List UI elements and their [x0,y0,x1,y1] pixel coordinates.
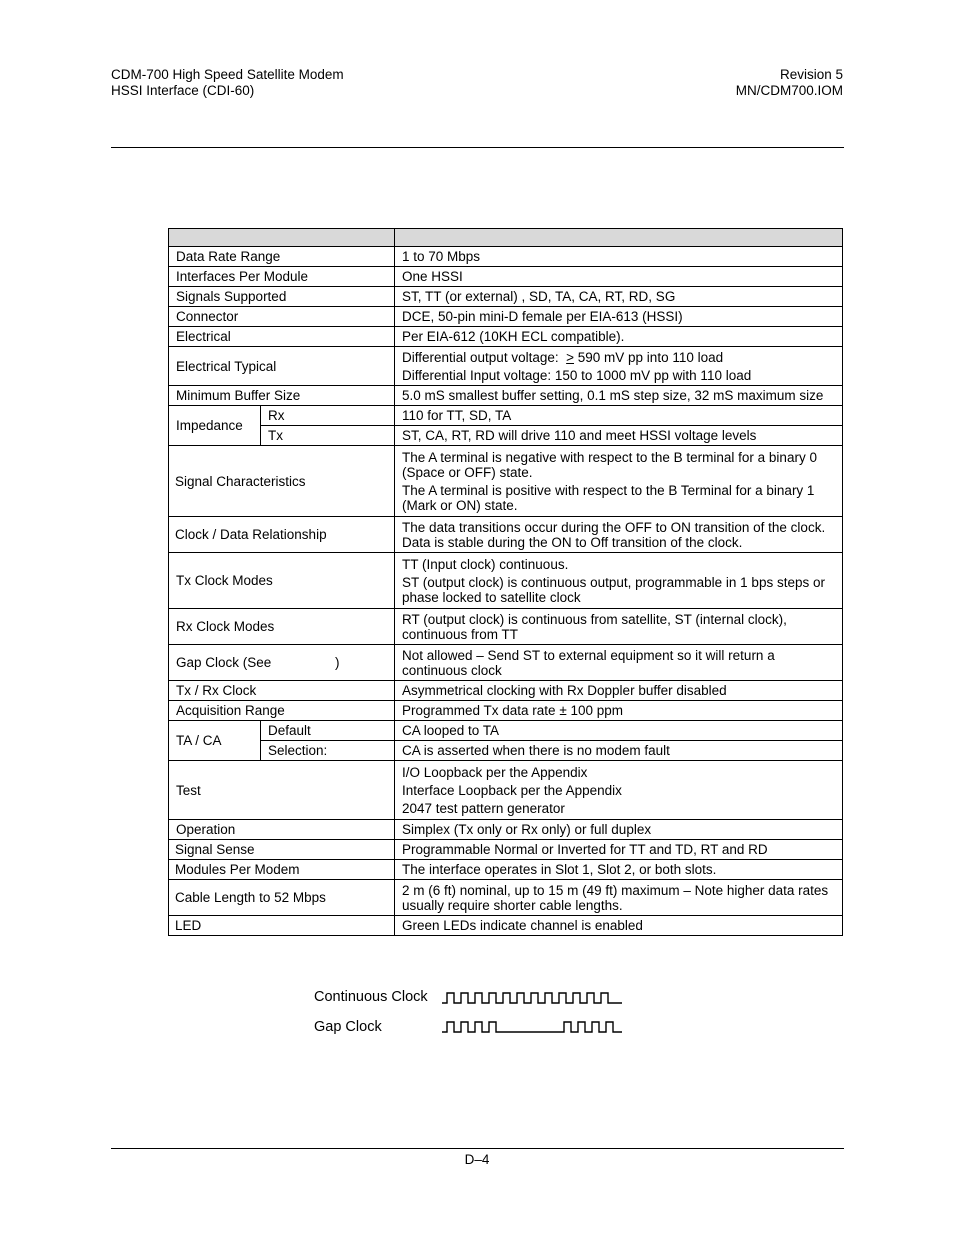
value-paragraph: The A terminal is positive with respect to the B Terminal for a binary 1 (Mark or ON) state. [402,482,815,513]
value-paragraph: TT (Input clock) continuous. [402,556,569,572]
row-value: 1 to 70 Mbps [395,247,843,267]
document-title: CDM-700 High Speed Satellite Modem [111,67,344,82]
row-value: 2 m (6 ft) nominal, up to 15 m (49 ft) maximum – Note higher data rates usually require shorter cable lengths. [395,880,843,916]
row-label: Signals Supported [169,287,395,307]
table-row [169,820,843,840]
greater-equal-symbol: > [566,349,575,365]
value-line: 2047 test pattern generator [402,800,565,816]
table-row [169,347,843,386]
table-row [169,721,843,741]
row-label: Signal Characteristics [169,446,395,517]
row-sublabel: Selection: [261,741,395,761]
gap-clock-label: Gap Clock [314,1019,382,1035]
row-label: Electrical Typical [169,347,395,386]
table-row [169,609,843,645]
table-row [169,553,843,609]
row-value: 110 for TT, SD, TA [395,406,843,426]
row-sublabel: Default [261,721,395,741]
continuous-clock-label: Continuous Clock [314,989,428,1005]
row-sublabel: Tx [261,426,395,446]
value-paragraph: The A terminal is negative with respect to the B terminal for a binary 0 (Space or OFF) state. [402,449,817,480]
table-row [169,860,843,880]
gap-clock-waveform [442,1019,624,1035]
table-row [169,446,843,517]
output-voltage-suffix: 590 mV pp into 110 load [574,349,724,365]
row-label: Test [169,761,395,820]
row-label: Electrical [169,327,395,347]
value-line: I/O Loopback per the Appendix [402,764,588,780]
row-value: CA looped to TA [395,721,843,741]
row-value [395,446,843,517]
table-row [169,426,843,446]
table-row [169,761,843,820]
page-number: D–4 [464,1152,490,1167]
table-row [169,880,843,916]
row-label: Connector [169,307,395,327]
row-label: Minimum Buffer Size [169,386,395,406]
row-label: Gap Clock (See ) [169,645,395,681]
row-value: Per EIA-612 (10KH ECL compatible). [395,327,843,347]
table-row [169,681,843,701]
row-value: Simplex (Tx only or Rx only) or full duplex [395,820,843,840]
row-label: Signal Sense [169,840,395,860]
row-value: RT (output clock) is continuous from satellite, ST (internal clock), continuous from TT [395,609,843,645]
continuous-clock-waveform [442,990,624,1006]
row-label: Tx Clock Modes [169,553,395,609]
value-line: Interface Loopback per the Appendix [402,782,622,798]
row-value: DCE, 50-pin mini-D female per EIA-613 (HSSI) [395,307,843,327]
row-label: Tx / Rx Clock [169,681,395,701]
row-label: Rx Clock Modes [169,609,395,645]
table-header-cell [395,229,843,247]
table-row [169,840,843,860]
row-sublabel: Rx [261,406,395,426]
specification-table [168,228,843,936]
document-number: MN/CDM700.IOM [735,83,843,98]
row-value: Asymmetrical clocking with Rx Doppler buffer disabled [395,681,843,701]
header-left [111,67,344,99]
row-label: TA / CA [169,721,261,761]
row-label: Operation [169,820,395,840]
row-value: ST, CA, RT, RD will drive 110 and meet HSSI voltage levels [395,426,843,446]
row-label: Clock / Data Relationship [169,517,395,553]
table-row [169,386,843,406]
header-right [736,67,843,99]
row-value: Programmed Tx data rate ± 100 ppm [395,701,843,721]
table-header-row [169,229,843,247]
value-paragraph: ST (output clock) is continuous output, programmable in 1 bps steps or phase locked to satellite clock [402,574,825,605]
row-value [395,553,843,609]
input-voltage-line: Differential Input voltage: 150 to 1000 mV pp with 110 load [402,367,752,383]
row-label: Impedance [169,406,261,446]
row-value: Not allowed – Send ST to external equipment so it will return a continuous clock [395,645,843,681]
row-value: Programmable Normal or Inverted for TT and TD, RT and RD [395,840,843,860]
revision-label: Revision 5 [779,67,843,82]
row-label: Modules Per Modem [169,860,395,880]
row-value [395,761,843,820]
row-label: Cable Length to 52 Mbps [169,880,395,916]
footer-rule [111,1148,844,1149]
table-row [169,406,843,426]
output-voltage-prefix: Differential output voltage: [402,349,559,365]
table-row [169,645,843,681]
table-row [169,701,843,721]
table-row [169,307,843,327]
table-row [169,327,843,347]
table-row [169,267,843,287]
row-value [395,347,843,386]
row-value: The data transitions occur during the OFF to ON transition of the clock. Data is stable during the ON to Off transition of the clock. [395,517,843,553]
header-rule [111,147,844,148]
table-row [169,916,843,936]
row-value: The interface operates in Slot 1, Slot 2, or both slots. [395,860,843,880]
row-value: ST, TT (or external) , SD, TA, CA, RT, RD, SG [395,287,843,307]
row-label: Interfaces Per Module [169,267,395,287]
table-row [169,247,843,267]
table-row [169,517,843,553]
row-label: Data Rate Range [169,247,395,267]
output-voltage-line [402,350,835,365]
row-value: 5.0 mS smallest buffer setting, 0.1 mS step size, 32 mS maximum size [395,386,843,406]
row-label: Acquisition Range [169,701,395,721]
row-value: One HSSI [395,267,843,287]
row-value: Green LEDs indicate channel is enabled [395,916,843,936]
table-row [169,287,843,307]
document-subtitle: HSSI Interface (CDI-60) [111,83,255,98]
table-row [169,741,843,761]
row-label: LED [169,916,395,936]
table-header-cell [169,229,395,247]
row-value: CA is asserted when there is no modem fault [395,741,843,761]
